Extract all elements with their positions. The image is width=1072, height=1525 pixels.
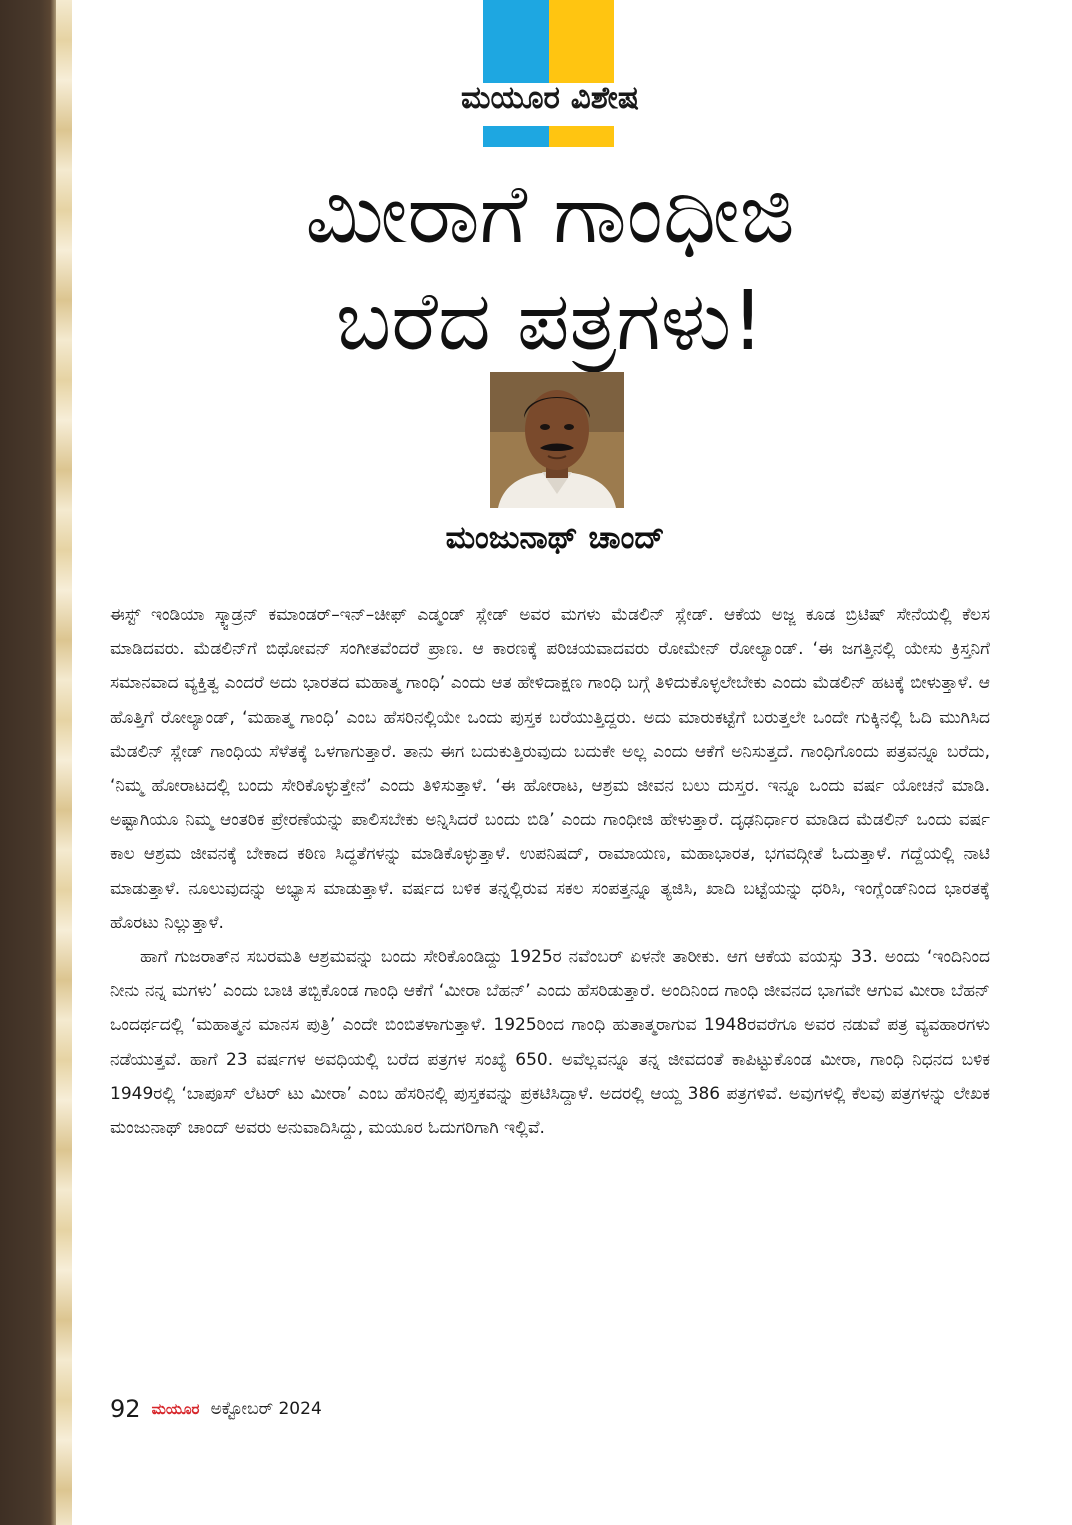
decorative-left-border xyxy=(0,0,72,1525)
article-paragraph-1: ಈಸ್ಟ್ ಇಂಡಿಯಾ ಸ್ಕ್ವಾಡ್ರನ್ ಕಮಾಂಡರ್–ಇನ್–ಚೀಫ್ ಎಡ್ಮಂಡ್ ಸ್ಲೇಡ್ ಅವರ ಮಗಳು ಮೆಡಲಿನ್ ಸ್ಲೇಡ್. ಆಕೆಯ ಅಜ್ಜ ಕೂಡ ಬ್ರಿಟಿಷ್ ಸೇನೆಯಲ್ಲಿ ಕೆಲಸ ಮಾಡಿದವರು. ಮೆಡಲಿನ್‌ಗೆ ಬಿಥೋವನ್ ಸಂಗೀತವೆಂದರೆ ಪ್ರಾಣ. ಆ ಕಾರಣಕ್ಕೆ ಪರಿಚಯವಾದವರು ರೋಮೇನ್ ರೋಲ್ಯಾಂಡ್. ‘ಈ ಜಗತ್ತಿನಲ್ಲಿ ಯೇಸು ಕ್ರಿಸ್ತನಿಗೆ ಸಮಾನವಾದ ವ್ಯಕ್ತಿತ್ವ ಎಂದರೆ ಅದು ಭಾರತದ ಮಹಾತ್ಮ ಗಾಂಧಿ’ ಎಂದು ಆತ ಹೇಳಿದಾಕ್ಷಣ ಗಾಂಧಿ ಬಗ್ಗೆ ತಿಳಿದುಕೊಳ್ಳಲೇಬೇಕು ಎಂದು ಮೆಡಲಿನ್ ಹಟಕ್ಕೆ ಬೀಳುತ್ತಾಳೆ. ಆ ಹೊತ್ತಿಗೆ ರೋಲ್ಯಾಂಡ್, ‘ಮಹಾತ್ಮ ಗಾಂಧಿ’ ಎಂಬ ಹೆಸರಿನಲ್ಲಿಯೇ ಒಂದು ಪುಸ್ತಕ ಬರೆಯುತ್ತಿದ್ದರು. ಅದು ಮಾರುಕಟ್ಟೆಗೆ ಬರುತ್ತಲೇ ಒಂದೇ ಗುಕ್ಕಿನಲ್ಲಿ ಓದಿ ಮುಗಿಸಿದ ಮೆಡಲಿನ್ ಸ್ಲೇಡ್ ಗಾಂಧಿಯ ಸೆಳೆತಕ್ಕೆ ಒಳಗಾಗುತ್ತಾರೆ. ತಾನು ಈಗ ಬದುಕುತ್ತಿರುವುದು ಬದುಕೇ ಅಲ್ಲ ಎಂದು ಆಕೆಗೆ ಅನಿಸುತ್ತದೆ. ಗಾಂಧಿಗೊಂದು ಪತ್ರವನ್ನೂ ಬರೆದು, ‘ನಿಮ್ಮ ಹೋರಾಟದಲ್ಲಿ ಬಂದು ಸೇರಿಕೊಳ್ಳುತ್ತೇನೆ’ ಎಂದು ತಿಳಿಸುತ್ತಾಳೆ. ‘ಈ ಹೋರಾಟ, ಆಶ್ರಮ ಜೀವನ ಬಲು ದುಸ್ತರ. ಇನ್ನೂ ಒಂದು ವರ್ಷ ಯೋಚನೆ ಮಾಡಿ. ಅಷ್ಟಾಗಿಯೂ ನಿಮ್ಮ ಆಂತರಿಕ ಪ್ರೇರಣೆಯನ್ನು ಪಾಲಿಸಬೇಕು ಅನ್ನಿಸಿದರೆ ಬಂದು ಬಿಡಿ’ ಎಂದು ಗಾಂಧೀಜಿ ಹೇಳುತ್ತಾರೆ. ದೃಢನಿರ್ಧಾರ ಮಾಡಿದ ಮೆಡಲಿನ್ ಒಂದು ವರ್ಷ ಕಾಲ ಆಶ್ರಮ ಜೀವನಕ್ಕೆ ಬೇಕಾದ ಕಠಿಣ ಸಿದ್ಧತೆಗಳನ್ನು ಮಾಡಿಕೊಳ್ಳುತ್ತಾಳೆ. ಉಪನಿಷದ್, ರಾಮಾಯಣ, ಮಹಾಭಾರತ, ಭಗವದ್ಗೀತೆ ಓದುತ್ತಾಳೆ. ಗದ್ದೆಯಲ್ಲಿ ನಾಟಿ ಮಾಡುತ್ತಾಳೆ. ನೂಲುವುದನ್ನು ಅಭ್ಯಾಸ ಮಾಡುತ್ತಾಳೆ. ವರ್ಷದ ಬಳಿಕ ತನ್ನಲ್ಲಿರುವ ಸಕಲ ಸಂಪತ್ತನ್ನೂ ತ್ಯಜಿಸಿ, ಖಾದಿ ಬಟ್ಟೆಯನ್ನು ಧರಿಸಿ, ಇಂಗ್ಲೆಂಡ್‌ನಿಂದ ಭಾರತಕ್ಕೆ ಹೊರಟು ನಿಲ್ಲುತ್ತಾಳೆ. xyxy=(110,605,990,933)
headline-line-1: ಮೀರಾಗೆ ಗಾಂಧೀಜಿ xyxy=(305,167,795,262)
color-block-yellow xyxy=(549,126,614,147)
color-block-yellow xyxy=(549,0,614,83)
page-number: 92 xyxy=(110,1395,141,1423)
section-color-block-top xyxy=(483,0,614,83)
page-footer xyxy=(110,1395,322,1429)
author-name: ಮಂಜುನಾಥ್ ಚಾಂದ್ xyxy=(445,520,665,556)
author-portrait-icon xyxy=(490,372,624,508)
headline-line-2: ಬರೆದ ಪತ್ರಗಳು! xyxy=(335,274,765,369)
color-block-blue xyxy=(483,126,549,147)
author-photo xyxy=(490,372,624,508)
section-label: ಮಯೂರ ವಿಶೇಷ xyxy=(461,80,639,116)
article-body xyxy=(110,598,990,1145)
article-paragraph-2: ಹಾಗೆ ಗುಜರಾತ್‌ನ ಸಬರಮತಿ ಆಶ್ರಮವನ್ನು ಬಂದು ಸೇರಿಕೊಂಡಿದ್ದು 1925ರ ನವೆಂಬರ್ ಏಳನೇ ತಾರೀಕು. ಆಗ ಆಕೆಯ ವಯಸ್ಸು 33. ಅಂದು ‘ಇಂದಿನಿಂದ ನೀನು ನನ್ನ ಮಗಳು’ ಎಂದು ಬಾಚಿ ತಬ್ಬಿಕೊಂಡ ಗಾಂಧಿ ಆಕೆಗೆ ‘ಮೀರಾ ಬೆಹನ್’ ಎಂದು ಹೆಸರಿಡುತ್ತಾರೆ. ಅಂದಿನಿಂದ ಗಾಂಧಿ ಜೀವನದ ಭಾಗವೇ ಆಗುವ ಮೀರಾ ಬೆಹನ್ ಒಂದರ್ಥದಲ್ಲಿ ‘ಮಹಾತ್ಮನ ಮಾನಸ ಪುತ್ರಿ’ ಎಂದೇ ಬಿಂಬಿತಳಾಗುತ್ತಾಳೆ. 1925ರಿಂದ ಗಾಂಧಿ ಹುತಾತ್ಮರಾಗುವ 1948ರವರೆಗೂ ಅವರ ನಡುವೆ ಪತ್ರ ವ್ಯವಹಾರಗಳು ನಡೆಯುತ್ತವೆ. ಹಾಗೆ 23 ವರ್ಷಗಳ ಅವಧಿಯಲ್ಲಿ ಬರೆದ ಪತ್ರಗಳ ಸಂಖ್ಯೆ 650. ಅವೆಲ್ಲವನ್ನೂ ತನ್ನ ಜೀವದಂತೆ ಕಾಪಿಟ್ಟುಕೊಂಡ ಮೀರಾ, ಗಾಂಧಿ ನಿಧನದ ಬಳಿಕ 1949ರಲ್ಲಿ ‘ಬಾಪೂಸ್ ಲೆಟರ್ ಟು ಮೀರಾ’ ಎಂಬ ಹೆಸರಿನಲ್ಲಿ ಪುಸ್ತಕವನ್ನು ಪ್ರಕಟಿಸಿದ್ದಾಳೆ. ಅದರಲ್ಲಿ ಆಯ್ದ 386 ಪತ್ರಗಳಿವೆ. ಅವುಗಳಲ್ಲಿ ಕೆಲವು ಪತ್ರಗಳನ್ನು ಲೇಖಕ ಮಂಜುನಾಥ್ ಚಾಂದ್ ಅವರು ಅನುವಾದಿಸಿದ್ದು, ಮಯೂರ ಓದುಗರಿಗಾಗಿ ಇಲ್ಲಿವೆ. xyxy=(110,947,990,1139)
torn-paper-edge xyxy=(56,0,72,1525)
color-block-blue xyxy=(483,0,549,83)
magazine-brand-logo: ಮಯೂರ xyxy=(151,1400,200,1418)
issue-date: ಅಕ್ಟೋಬರ್ 2024 xyxy=(210,1399,322,1419)
section-color-block-bottom xyxy=(483,126,614,147)
